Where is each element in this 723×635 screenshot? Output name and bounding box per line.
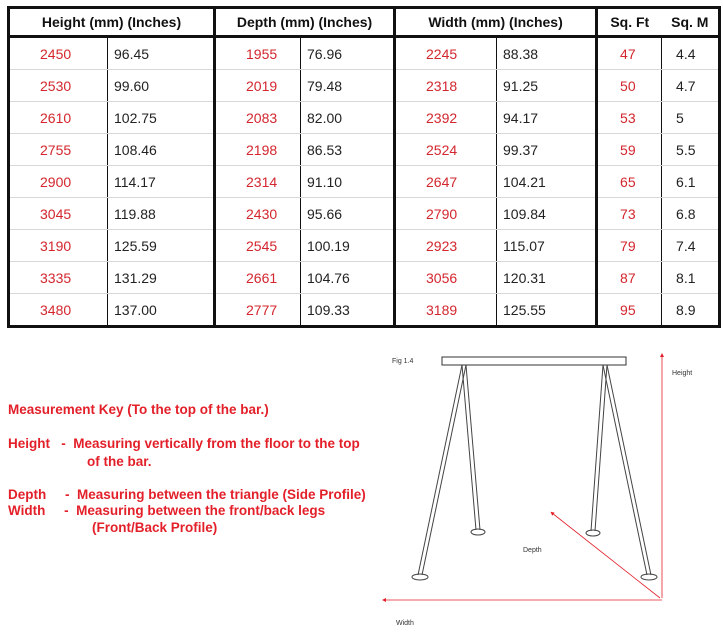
sqft-cell: 50 xyxy=(597,70,662,102)
width-in-cell: 88.38 xyxy=(497,37,597,70)
height-in-cell: 96.45 xyxy=(108,37,215,70)
sqft-cell: 59 xyxy=(597,134,662,166)
sqm-header: Sq. M xyxy=(662,8,720,37)
height-mm-cell: 3190 xyxy=(9,230,108,262)
depth-in-cell: 109.33 xyxy=(301,294,395,327)
width-mm-cell: 2923 xyxy=(395,230,497,262)
depth-mm-cell: 2545 xyxy=(215,230,301,262)
height-in-cell: 131.29 xyxy=(108,262,215,294)
width-label: Width xyxy=(396,620,414,627)
sqft-cell: 73 xyxy=(597,198,662,230)
height-header: Height (mm) (Inches) xyxy=(9,8,215,37)
sqft-header: Sq. Ft xyxy=(597,8,662,37)
depth-in-cell: 100.19 xyxy=(301,230,395,262)
height-mm-cell: 2755 xyxy=(9,134,108,166)
width-in-cell: 94.17 xyxy=(497,102,597,134)
sqft-cell: 47 xyxy=(597,37,662,70)
depth-arrow xyxy=(552,513,660,598)
sqm-cell: 4.7 xyxy=(662,70,720,102)
depth-mm-cell: 2198 xyxy=(215,134,301,166)
height-label: Height xyxy=(672,370,693,377)
height-in-cell: 102.75 xyxy=(108,102,215,134)
depth-mm-cell: 2430 xyxy=(215,198,301,230)
width-in-cell: 120.31 xyxy=(497,262,597,294)
width-mm-cell: 2790 xyxy=(395,198,497,230)
table-row xyxy=(9,294,720,327)
height-mm-cell: 2610 xyxy=(9,102,108,134)
key-width-line1: Width - Measuring between the front/back legs xyxy=(8,503,326,518)
table-row xyxy=(9,37,720,70)
size-table xyxy=(7,6,721,328)
width-header: Width (mm) (Inches) xyxy=(395,8,597,37)
height-in-cell: 99.60 xyxy=(108,70,215,102)
table-row xyxy=(9,230,720,262)
width-in-cell: 91.25 xyxy=(497,70,597,102)
height-mm-cell: 3335 xyxy=(9,262,108,294)
depth-mm-cell: 2019 xyxy=(215,70,301,102)
depth-in-cell: 95.66 xyxy=(301,198,395,230)
width-in-cell: 104.21 xyxy=(497,166,597,198)
depth-in-cell: 76.96 xyxy=(301,37,395,70)
depth-mm-cell: 2661 xyxy=(215,262,301,294)
depth-in-cell: 86.53 xyxy=(301,134,395,166)
sqm-cell: 6.1 xyxy=(662,166,720,198)
table-row xyxy=(9,134,720,166)
depth-mm-cell: 2314 xyxy=(215,166,301,198)
sqft-cell: 65 xyxy=(597,166,662,198)
sqm-cell: 8.1 xyxy=(662,262,720,294)
height-mm-cell: 2900 xyxy=(9,166,108,198)
table-row xyxy=(9,198,720,230)
key-title: Measurement Key (To the top of the bar.) xyxy=(8,402,269,417)
depth-mm-cell: 2777 xyxy=(215,294,301,327)
width-mm-cell: 2245 xyxy=(395,37,497,70)
sqm-cell: 4.4 xyxy=(662,37,720,70)
top-bar xyxy=(442,357,626,365)
width-mm-cell: 3056 xyxy=(395,262,497,294)
height-mm-cell: 3045 xyxy=(9,198,108,230)
key-height-line2: of the bar. xyxy=(87,454,152,469)
width-mm-cell: 3189 xyxy=(395,294,497,327)
width-mm-cell: 2392 xyxy=(395,102,497,134)
table-row xyxy=(9,70,720,102)
sqm-cell: 5.5 xyxy=(662,134,720,166)
depth-in-cell: 91.10 xyxy=(301,166,395,198)
width-in-cell: 99.37 xyxy=(497,134,597,166)
table-row xyxy=(9,262,720,294)
sqft-cell: 53 xyxy=(597,102,662,134)
width-mm-cell: 2647 xyxy=(395,166,497,198)
fig-label: Fig 1.4 xyxy=(392,358,414,365)
depth-mm-cell: 2083 xyxy=(215,102,301,134)
width-mm-cell: 2524 xyxy=(395,134,497,166)
sqft-cell: 87 xyxy=(597,262,662,294)
depth-mm-cell: 1955 xyxy=(215,37,301,70)
sqm-cell: 7.4 xyxy=(662,230,720,262)
depth-in-cell: 79.48 xyxy=(301,70,395,102)
height-in-cell: 108.46 xyxy=(108,134,215,166)
width-mm-cell: 2318 xyxy=(395,70,497,102)
height-mm-cell: 3480 xyxy=(40,301,72,318)
size-table-body xyxy=(9,37,720,327)
sqft-cell: 79 xyxy=(597,230,662,262)
left-frame xyxy=(412,365,485,580)
height-in-cell: 125.59 xyxy=(108,230,215,262)
key-height-line1: Height - Measuring vertically from the floor to the top xyxy=(8,436,360,451)
width-in-cell: 115.07 xyxy=(497,230,597,262)
key-width-line2: (Front/Back Profile) xyxy=(92,520,218,535)
frame-figure xyxy=(370,345,715,630)
table-row xyxy=(9,166,720,198)
table-row xyxy=(9,102,720,134)
height-mm-cell: 2450 xyxy=(9,37,108,70)
sqm-cell: 8.9 xyxy=(662,294,720,327)
key-depth-line: Depth - Measuring between the triangle (Side Profile) xyxy=(8,487,366,502)
height-in-cell: 114.17 xyxy=(108,166,215,198)
depth-label: Depth xyxy=(523,547,542,554)
height-in-cell: 137.00 xyxy=(108,294,215,327)
sqm-cell: 5 xyxy=(662,102,720,134)
height-in-cell: 119.88 xyxy=(108,198,215,230)
height-mm-cell: 2530 xyxy=(9,70,108,102)
depth-in-cell: 82.00 xyxy=(301,102,395,134)
sqm-cell: 6.8 xyxy=(662,198,720,230)
sqft-cell: 95 xyxy=(597,294,662,327)
depth-header: Depth (mm) (Inches) xyxy=(215,8,395,37)
width-in-cell: 125.55 xyxy=(497,294,597,327)
width-in-cell: 109.84 xyxy=(497,198,597,230)
depth-in-cell: 104.76 xyxy=(301,262,395,294)
